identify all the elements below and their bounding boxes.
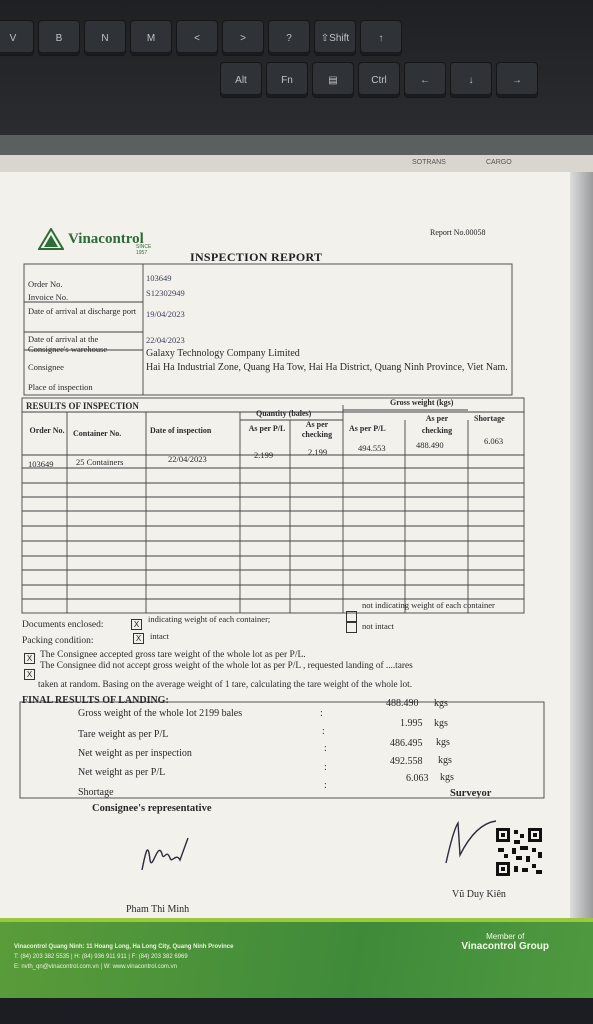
final-item-3-value: 486.495 <box>390 738 423 749</box>
final-item-4-value: 492.558 <box>390 756 423 767</box>
floor-background <box>0 998 593 1024</box>
row-shortage: 6.063 <box>484 436 504 446</box>
keyboard-key: ? <box>268 20 310 56</box>
surveyor-title: Surveyor <box>450 788 492 799</box>
value-invoice-no: S12302949 <box>146 288 185 298</box>
final-item-1-label: Gross weight of the whole lot 2199 bales <box>78 708 243 719</box>
documents-option1-label: indicating weight of each container; <box>148 614 271 624</box>
consignee-signature-icon <box>136 830 196 880</box>
header-order-no: Order No. <box>29 426 65 435</box>
header-container-no: Container No. <box>73 429 122 438</box>
statement1-checkbox[interactable]: X <box>24 653 35 664</box>
row-qty-pl: 2.199 <box>254 450 274 460</box>
footer-email-web: E: nvth_qn@vinacontrol.com.vn | W: www.vinacontrol.com.vn <box>14 964 177 970</box>
footer-address: Vinacontrol Quang Ninh: 11 Hoang Long, Ha Long City, Quang Ninh Province <box>14 944 234 950</box>
label-arrival-warehouse: Date of arrival at the Consignee's warehouse <box>28 334 108 354</box>
under-sheet-text-2: CARGO <box>486 159 512 166</box>
final-item-4-unit: kgs <box>438 755 452 766</box>
label-order-no: Order No. <box>28 279 63 289</box>
header-gross-check: As per checking <box>421 414 453 435</box>
surveyor-name: Vũ Duy Kiên <box>452 889 506 900</box>
final-item-1-colon: : <box>320 708 323 719</box>
keyboard-key: > <box>222 20 264 56</box>
row-gross-pl: 494.553 <box>358 443 386 453</box>
statement2-continued: taken at random. Basing on the average weight of 1 tare, calculating the tare weight of the whole lot. <box>38 680 413 690</box>
header-quantity: Quantity (bales) <box>256 409 312 418</box>
keyboard-key: ↓ <box>450 62 492 98</box>
statement1-text: The Consignee accepted gross tare weight of the whole lot as per P/L. <box>40 650 306 660</box>
final-item-2-colon: : <box>322 726 325 737</box>
final-item-5-unit: kgs <box>440 772 454 783</box>
value-arrival-warehouse: 22/04/2023 <box>146 335 185 345</box>
final-item-5-label: Shortage <box>78 787 114 798</box>
value-consignee: Galaxy Technology Company Limited <box>146 348 300 359</box>
final-item-2-unit: kgs <box>434 718 448 729</box>
report-number: Report No.00058 <box>430 228 486 237</box>
packing-option1-label: intact <box>150 631 169 641</box>
final-item-1-unit: kgs <box>434 698 448 709</box>
keyboard-key: N <box>84 20 126 56</box>
footer-phone: T: (84) 203 382 5535 | H: (84) 936 911 911 | F: (84) 203 382 6969 <box>14 954 188 960</box>
documents-label: Documents enclosed: <box>22 620 104 630</box>
consignee-name: Pham Thi Minh <box>126 904 190 915</box>
footer-member-line2: Vinacontrol Group <box>461 941 549 952</box>
statement2-text: The Consignee did not accept gross weight of the whole lot as per P/L , requested landing of ....tares <box>40 661 413 671</box>
label-invoice-no: Invoice No. <box>28 292 69 302</box>
footer-banner <box>0 918 593 998</box>
keyboard-key: ↑ <box>360 20 402 56</box>
final-item-3-unit: kgs <box>436 737 450 748</box>
final-item-2-value: 1.995 <box>400 718 423 729</box>
consignee-representative-title: Consignee's representative <box>92 803 212 814</box>
header-qty-pl: As per P/L <box>248 424 286 433</box>
row-container-no: 25 Containers <box>76 457 124 467</box>
surveyor-signature-icon <box>440 815 500 870</box>
keyboard-key: ← <box>404 62 446 98</box>
value-place-inspection: Hai Ha Industrial Zone, Quang Ha Tow, Hai Ha District, Quang Ninh Province, Viet Nam. <box>146 362 508 373</box>
row-gross-check: 488.490 <box>416 440 444 450</box>
header-qty-check: As per checking <box>301 420 333 439</box>
keyboard-key: ⇧Shift <box>314 20 356 56</box>
header-gross-pl: As per P/L <box>349 424 386 433</box>
final-item-5-colon: : <box>324 780 327 791</box>
header-date-inspection: Date of inspection <box>150 426 212 435</box>
packing-option1-checkbox[interactable]: X <box>133 633 144 644</box>
row-date: 22/04/2023 <box>168 454 207 464</box>
label-arrival-port: Date of arrival at discharge port <box>28 306 137 316</box>
final-item-2-label: Tare weight as per P/L <box>78 729 169 740</box>
final-item-4-colon: : <box>324 762 327 773</box>
packing-label: Packing condition: <box>22 636 94 646</box>
logo-text: Vinacontrol <box>68 230 144 247</box>
keyboard-key: V <box>0 20 34 56</box>
keyboard-key: Fn <box>266 62 308 98</box>
keyboard-key: < <box>176 20 218 56</box>
final-item-4-label: Net weight as per P/L <box>78 767 166 778</box>
documents-option1-checkbox[interactable]: X <box>131 619 142 630</box>
packing-option2-checkbox[interactable] <box>346 622 357 633</box>
label-place-inspection: Place of inspection <box>28 382 93 392</box>
keyboard-key: Ctrl <box>358 62 400 98</box>
row-order-no: 103649 <box>28 459 54 469</box>
final-results-title: FINAL RESULTS OF LANDING: <box>22 695 169 706</box>
final-item-1-value: 488.490 <box>386 698 419 709</box>
value-arrival-port: 19/04/2023 <box>146 309 185 319</box>
qr-code-icon[interactable] <box>494 826 544 878</box>
row-qty-check: 2.199 <box>308 447 328 457</box>
keyboard-key: M <box>130 20 172 56</box>
header-shortage: Shortage <box>474 414 505 423</box>
results-title: RESULTS OF INSPECTION <box>26 401 139 411</box>
final-item-3-colon: : <box>324 743 327 754</box>
final-item-5-value: 6.063 <box>406 773 429 784</box>
logo-since: SINCE 1957 <box>136 244 152 256</box>
statement2-checkbox[interactable]: X <box>24 669 35 680</box>
footer-stripe <box>0 918 593 922</box>
footer-member-line1: Member of <box>486 932 525 941</box>
report-title: INSPECTION REPORT <box>190 250 323 264</box>
keyboard-key: ▤ <box>312 62 354 98</box>
keyboard-key: B <box>38 20 80 56</box>
label-consignee: Consignee <box>28 362 64 372</box>
under-sheet-text-1: SOTRANS <box>412 159 446 166</box>
header-gross: Gross weight (kgs) <box>390 398 454 407</box>
final-item-3-label: Net weight as per inspection <box>78 748 192 759</box>
documents-option2-checkbox[interactable] <box>346 611 357 622</box>
keyboard-key: → <box>496 62 538 98</box>
documents-option2-label: not indicating weight of each container <box>362 600 495 610</box>
value-order-no: 103649 <box>146 273 172 283</box>
packing-option2-label: not intact <box>362 621 394 631</box>
footer-member <box>461 932 549 952</box>
keyboard-key: Alt <box>220 62 262 98</box>
